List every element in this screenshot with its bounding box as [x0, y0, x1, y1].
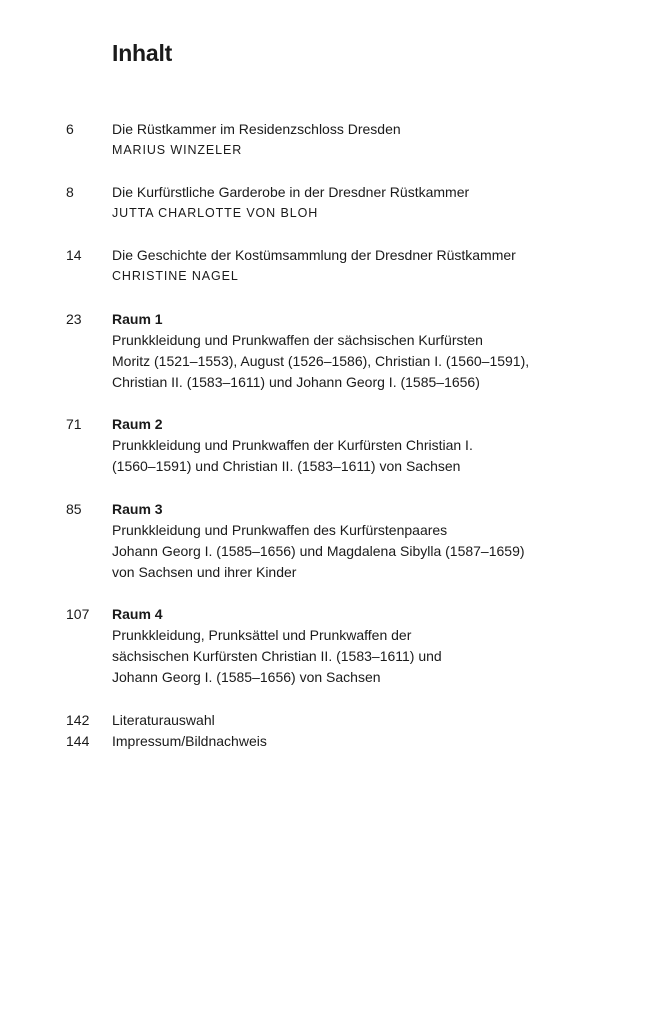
toc-page-number: 23	[66, 311, 82, 327]
toc-entry-line: (1560–1591) und Christian II. (1583–1611) von Sachsen	[112, 458, 461, 474]
toc-entry-line: Prunkkleidung und Prunkwaffen des Kurfürstenpaares	[112, 522, 448, 538]
toc-entry-author: CHRISTINE NAGEL	[112, 269, 239, 283]
toc-entry-title: Die Rüstkammer im Residenzschloss Dresden	[112, 121, 401, 137]
toc-entry-line: sächsischen Kurfürsten Christian II. (1583–1611) und	[112, 648, 442, 664]
toc-page-number: 14	[66, 247, 82, 263]
toc-entry-title: Literaturauswahl	[112, 712, 215, 728]
toc-entry-title: Die Kurfürstliche Garderobe in der Dresdner Rüstkammer	[112, 184, 470, 200]
toc-entry-line: Prunkkleidung, Prunksättel und Prunkwaffen der	[112, 627, 412, 643]
toc-entry-line: Moritz (1521–1553), August (1526–1586), Christian I. (1560–1591),	[112, 353, 530, 369]
toc-entry-line: Prunkkleidung und Prunkwaffen der Kurfürsten Christian I.	[112, 437, 473, 453]
toc-page-number: 71	[66, 416, 82, 432]
toc-page-number: 6	[66, 121, 74, 137]
toc-entry-line: Johann Georg I. (1585–1656) und Magdalena Sibylla (1587–1659)	[112, 543, 525, 559]
toc-page-number: 107	[66, 606, 90, 622]
toc-room-heading: Raum 1	[112, 311, 163, 327]
toc-room-heading: Raum 4	[112, 606, 163, 622]
toc-entry-line: Prunkkleidung und Prunkwaffen der sächsischen Kurfürsten	[112, 332, 483, 348]
toc-entry-line: von Sachsen und ihrer Kinder	[112, 564, 297, 580]
toc-page-number: 142	[66, 712, 90, 728]
toc-entry-author: JUTTA CHARLOTTE VON BLOH	[112, 206, 319, 220]
page-title: Inhalt	[112, 40, 173, 66]
toc-entry-title: Impressum/Bildnachweis	[112, 733, 267, 749]
toc-entry-line: Christian II. (1583–1611) und Johann Georg I. (1585–1656)	[112, 374, 480, 390]
toc-page-number: 144	[66, 733, 90, 749]
toc-room-heading: Raum 2	[112, 416, 163, 432]
toc-room-heading: Raum 3	[112, 501, 163, 517]
toc-entry-author: MARIUS WINZELER	[112, 143, 243, 157]
toc-entry-line: Johann Georg I. (1585–1656) von Sachsen	[112, 669, 381, 685]
toc-entry-title: Die Geschichte der Kostümsammlung der Dresdner Rüstkammer	[112, 247, 516, 263]
toc-page-number: 8	[66, 184, 74, 200]
toc-page-number: 85	[66, 501, 82, 517]
